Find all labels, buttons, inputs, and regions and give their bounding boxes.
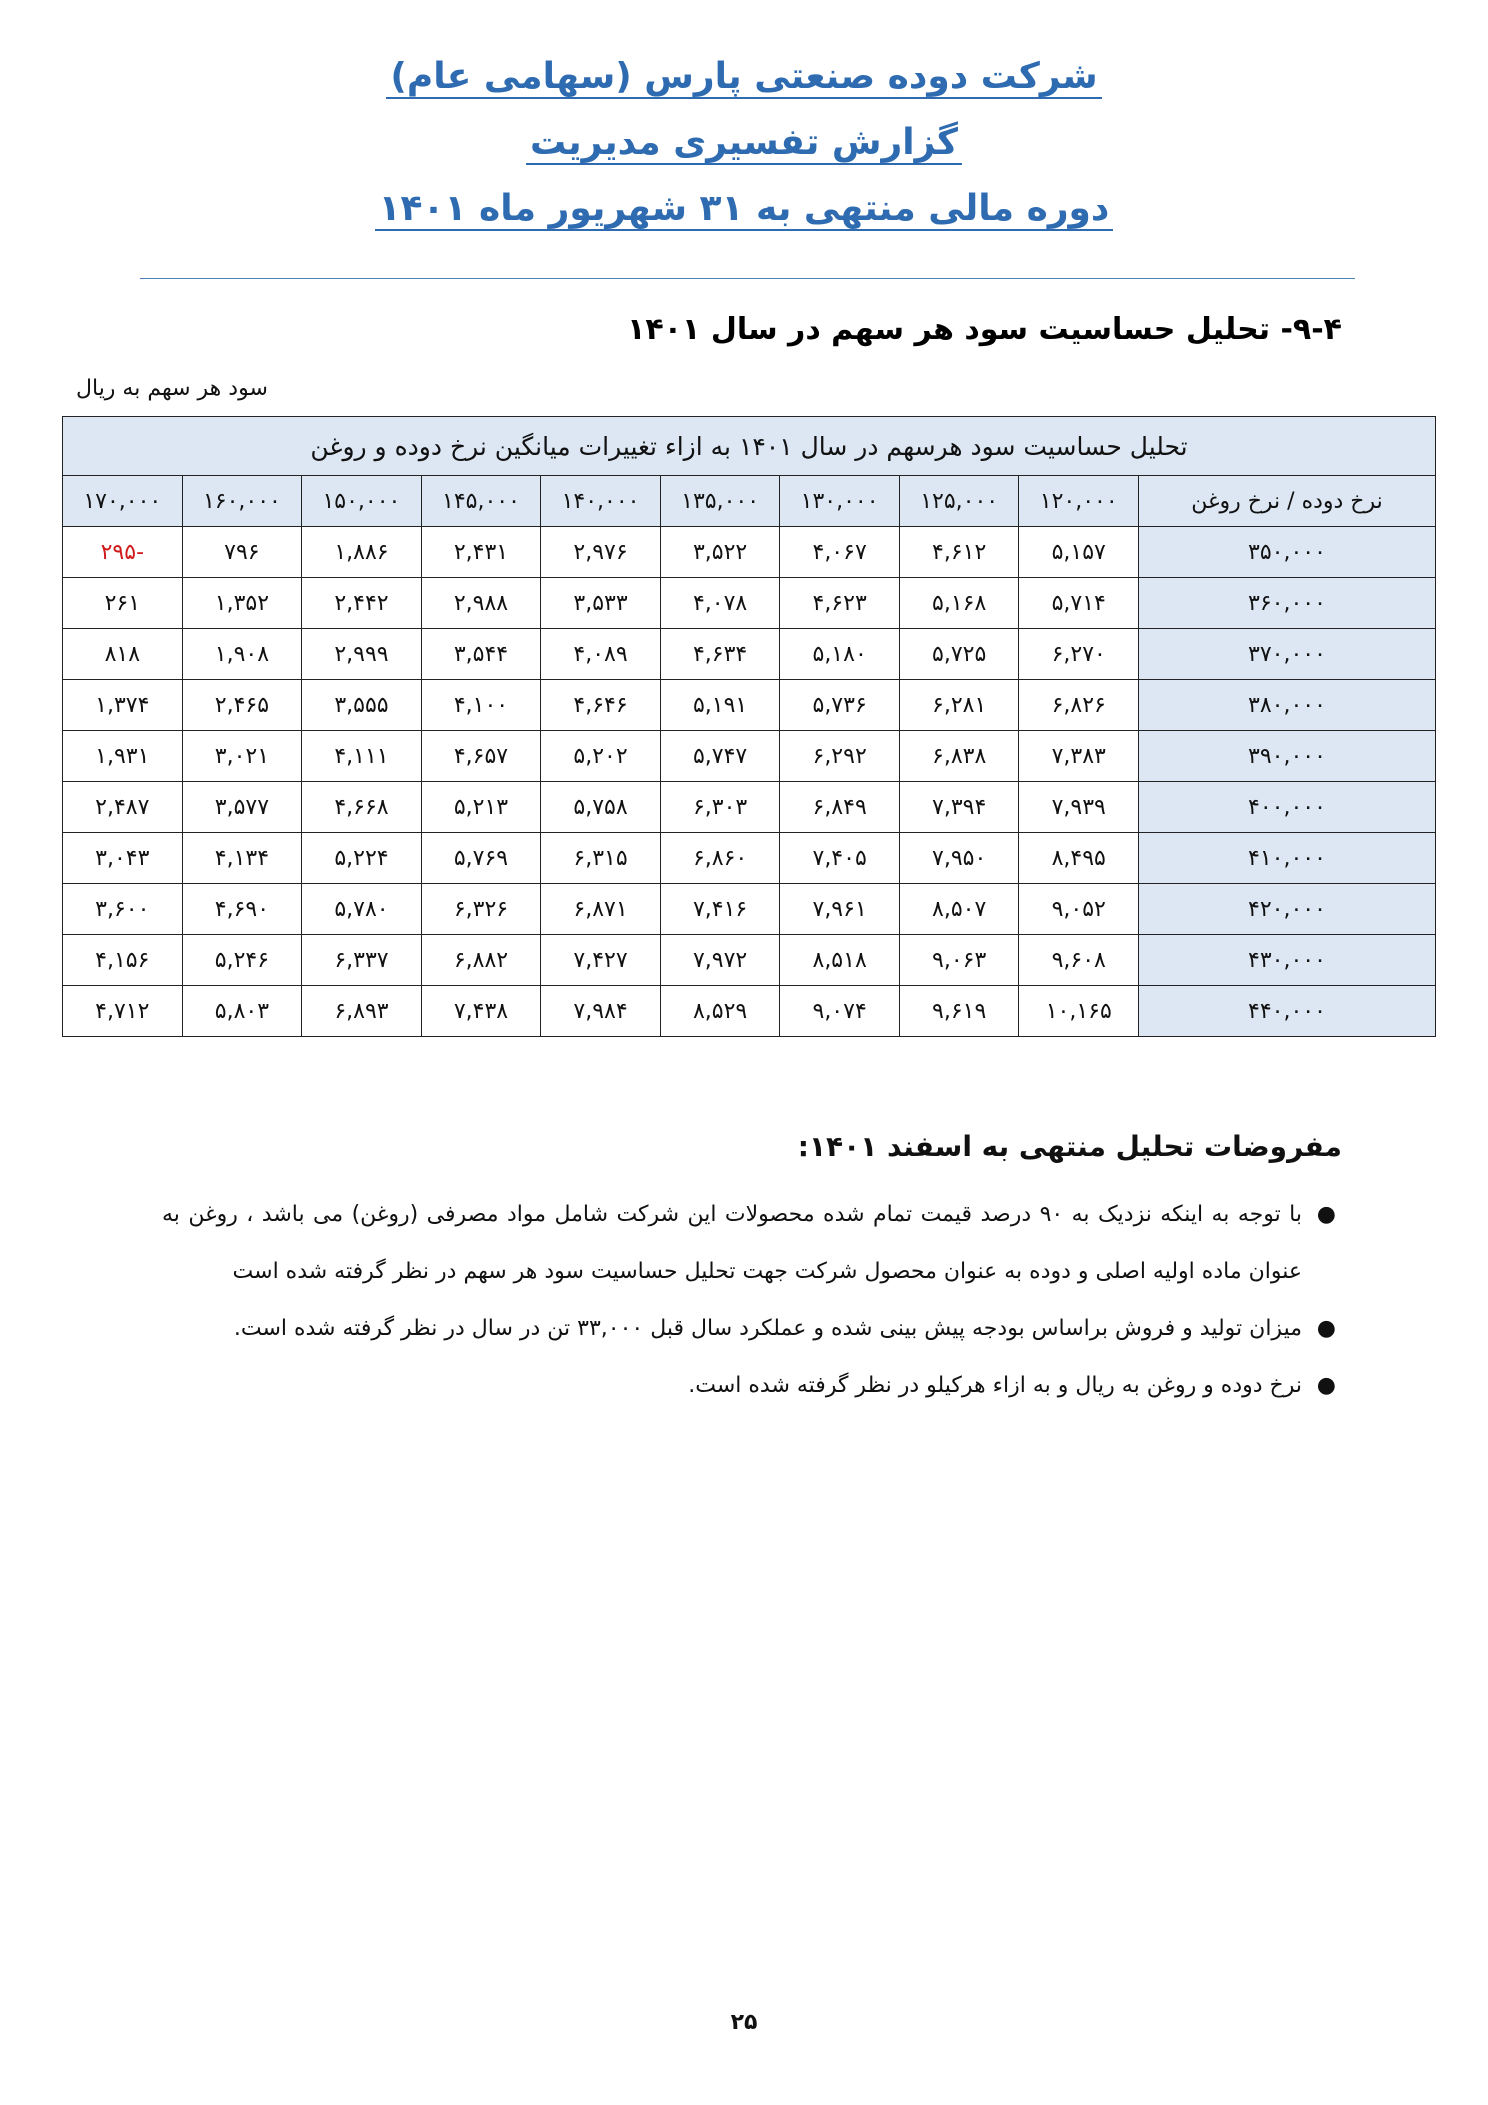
table-cell: ۷,۹۵۰ [899,833,1019,884]
column-header: ۱۵۰,۰۰۰ [302,476,422,527]
table-cell: ۵,۷۶۹ [421,833,541,884]
table-cell: ۶,۳۱۵ [541,833,661,884]
table-cell: ۶,۸۹۳ [302,986,422,1037]
table-cell: ۷,۴۰۵ [780,833,900,884]
table-cell: ۸,۵۱۸ [780,935,900,986]
table-cell: ۳,۵۳۳ [541,578,661,629]
table-cell: ۲,۹۸۸ [421,578,541,629]
table-cell: ۵,۱۶۸ [899,578,1019,629]
table-cell: ۴,۱۳۴ [182,833,302,884]
table-cell: ۷,۳۹۴ [899,782,1019,833]
header-divider [140,278,1355,279]
row-header: ۴۳۰,۰۰۰ [1139,935,1436,986]
table-cell: ۴,۷۱۲ [63,986,183,1037]
assumptions-title: مفروضات تحلیل منتهی به اسفند ۱۴۰۱: [797,1130,1342,1163]
table-cell: ۶,۲۹۲ [780,731,900,782]
table-cell: ۵,۱۹۱ [660,680,780,731]
table-cell: ۴,۱۰۰ [421,680,541,731]
table-cell: ۴,۶۶۸ [302,782,422,833]
table-cell: ۵,۸۰۳ [182,986,302,1037]
table-cell: ۷,۹۶۱ [780,884,900,935]
column-header: ۱۷۰,۰۰۰ [63,476,183,527]
table-cell: -۲۹۵ [63,527,183,578]
column-header: ۱۶۰,۰۰۰ [182,476,302,527]
table-cell: ۶,۸۶۰ [660,833,780,884]
table-row [63,578,1436,629]
table-cell: ۵,۱۸۰ [780,629,900,680]
table-cell: ۵,۷۱۴ [1019,578,1139,629]
table-cell: ۵,۱۵۷ [1019,527,1139,578]
table-cell: ۶,۸۴۹ [780,782,900,833]
table-cell: ۱,۸۸۶ [302,527,422,578]
table-row [63,884,1436,935]
row-header: ۳۹۰,۰۰۰ [1139,731,1436,782]
column-header: ۱۲۰,۰۰۰ [1019,476,1139,527]
table-cell: ۴,۰۶۷ [780,527,900,578]
table-cell: ۲۶۱ [63,578,183,629]
table-cell: ۴,۰۸۹ [541,629,661,680]
row-header: ۳۷۰,۰۰۰ [1139,629,1436,680]
section-title: ۹-۴- تحلیل حساسیت سود هر سهم در سال ۱۴۰۱ [627,312,1342,347]
table-cell: ۶,۸۳۸ [899,731,1019,782]
row-header: ۴۲۰,۰۰۰ [1139,884,1436,935]
table-caption-row [63,417,1436,476]
table-row [63,527,1436,578]
table-cell: ۸,۵۲۹ [660,986,780,1037]
table-cell: ۳,۰۲۱ [182,731,302,782]
table-cell: ۸۱۸ [63,629,183,680]
table-cell: ۲,۹۹۹ [302,629,422,680]
column-header: ۱۲۵,۰۰۰ [899,476,1019,527]
table-cell: ۵,۷۴۷ [660,731,780,782]
list-item [162,1300,1342,1357]
table-cell: ۶,۳۰۳ [660,782,780,833]
table-row [63,833,1436,884]
table-cell: ۸,۴۹۵ [1019,833,1139,884]
assumptions-list [162,1186,1342,1414]
unit-label: سود هر سهم به ریال [76,376,268,401]
table-row [63,782,1436,833]
row-header: ۳۸۰,۰۰۰ [1139,680,1436,731]
table-cell: ۵,۲۴۶ [182,935,302,986]
table-cell: ۶,۲۷۰ [1019,629,1139,680]
column-header: ۱۴۰,۰۰۰ [541,476,661,527]
bullet-icon: ● [1316,1316,1336,1341]
table-cell: ۷,۴۳۸ [421,986,541,1037]
table-cell: ۹,۰۷۴ [780,986,900,1037]
table-cell: ۷,۳۸۳ [1019,731,1139,782]
list-item-text: نرخ دوده و روغن به ریال و به ازاء هرکیلو در نظر گرفته شده است. [688,1373,1302,1398]
table-cell: ۵,۷۳۶ [780,680,900,731]
list-item [162,1186,1342,1300]
sensitivity-table [62,416,1436,1037]
table-cell: ۷,۹۷۲ [660,935,780,986]
column-header: ۱۳۰,۰۰۰ [780,476,900,527]
table-cell: ۷,۴۱۶ [660,884,780,935]
table-cell: ۳,۰۴۳ [63,833,183,884]
table-cell: ۴,۶۵۷ [421,731,541,782]
table-cell: ۶,۳۳۷ [302,935,422,986]
table-cell: ۷,۹۳۹ [1019,782,1139,833]
table-cell: ۷۹۶ [182,527,302,578]
row-header: ۳۵۰,۰۰۰ [1139,527,1436,578]
table-cell: ۴,۶۲۳ [780,578,900,629]
table-cell: ۱,۳۷۴ [63,680,183,731]
list-item [162,1357,1342,1414]
table-cell: ۵,۷۲۵ [899,629,1019,680]
row-header: ۴۴۰,۰۰۰ [1139,986,1436,1037]
table-cell: ۱۰,۱۶۵ [1019,986,1139,1037]
table-cell: ۱,۹۳۱ [63,731,183,782]
table-cell: ۹,۰۵۲ [1019,884,1139,935]
table-cell: ۴,۶۱۲ [899,527,1019,578]
table-row [63,629,1436,680]
row-header: ۴۰۰,۰۰۰ [1139,782,1436,833]
table-row [63,680,1436,731]
column-header: ۱۴۵,۰۰۰ [421,476,541,527]
table-cell: ۸,۵۰۷ [899,884,1019,935]
table-cell: ۴,۱۵۶ [63,935,183,986]
table-cell: ۲,۹۷۶ [541,527,661,578]
table-cell: ۵,۲۱۳ [421,782,541,833]
table-row [63,935,1436,986]
table-cell: ۱,۹۰۸ [182,629,302,680]
list-item-text: میزان تولید و فروش براساس بودجه پیش بینی شده و عملکرد سال قبل ۳۳,۰۰۰ تن در سال در نظر گرفته شده است. [233,1316,1302,1341]
table-cell: ۲,۴۳۱ [421,527,541,578]
table-cell: ۳,۵۷۷ [182,782,302,833]
table-cell: ۹,۰۶۳ [899,935,1019,986]
table-row [63,731,1436,782]
report-header [0,52,1488,250]
table-cell: ۷,۹۸۴ [541,986,661,1037]
table-cell: ۵,۷۸۰ [302,884,422,935]
table-cell: ۳,۶۰۰ [63,884,183,935]
table-cell: ۶,۲۸۱ [899,680,1019,731]
table-cell: ۴,۶۴۶ [541,680,661,731]
table-cell: ۴,۶۳۴ [660,629,780,680]
table-cell: ۳,۵۴۴ [421,629,541,680]
table-cell: ۷,۴۲۷ [541,935,661,986]
table-cell: ۵,۲۲۴ [302,833,422,884]
row-header: ۴۱۰,۰۰۰ [1139,833,1436,884]
row-header: ۳۶۰,۰۰۰ [1139,578,1436,629]
table-cell: ۶,۸۸۲ [421,935,541,986]
table-row [63,986,1436,1037]
table-header-row [63,476,1436,527]
table-cell: ۲,۴۶۵ [182,680,302,731]
table-cell: ۴,۶۹۰ [182,884,302,935]
table-cell: ۳,۵۲۲ [660,527,780,578]
table-cell: ۴,۰۷۸ [660,578,780,629]
column-header: ۱۳۵,۰۰۰ [660,476,780,527]
table-cell: ۴,۱۱۱ [302,731,422,782]
table-cell: ۶,۸۷۱ [541,884,661,935]
bullet-icon: ● [1316,1202,1336,1227]
table-cell: ۵,۷۵۸ [541,782,661,833]
report-title: گزارش تفسیری مدیریت [0,118,1488,168]
table-cell: ۹,۶۱۹ [899,986,1019,1037]
table-cell: ۳,۵۵۵ [302,680,422,731]
table-cell: ۶,۸۲۶ [1019,680,1139,731]
bullet-icon: ● [1316,1373,1336,1398]
table-body [63,527,1436,1037]
table-cell: ۱,۳۵۲ [182,578,302,629]
table-cell: ۲,۴۸۷ [63,782,183,833]
table-cell: ۲,۴۴۲ [302,578,422,629]
report-period: دوره مالی منتهی به ۳۱ شهریور ماه ۱۴۰۱ [0,184,1488,234]
list-item-text: با توجه به اینکه نزدیک به ۹۰ درصد قیمت تمام شده محصولات این شرکت شامل مواد مصرفی (روغن) می باشد ، روغن به عنوان ماده اولیه اصلی و دوده به عنوان محصول شرکت جهت تحلیل حساسیت سود هر سهم در نظر گرفته شده است [162,1202,1302,1284]
table-caption: تحلیل حساسیت سود هرسهم در سال ۱۴۰۱ به ازاء تغییرات میانگین نرخ دوده و روغن [63,417,1436,476]
table-corner-label: نرخ دوده / نرخ روغن [1139,476,1436,527]
table-cell: ۶,۳۲۶ [421,884,541,935]
table-cell: ۹,۶۰۸ [1019,935,1139,986]
table-cell: ۵,۲۰۲ [541,731,661,782]
page-number: ۲۵ [730,2010,758,2035]
company-name: شرکت دوده صنعتی پارس (سهامی عام) [0,52,1488,102]
